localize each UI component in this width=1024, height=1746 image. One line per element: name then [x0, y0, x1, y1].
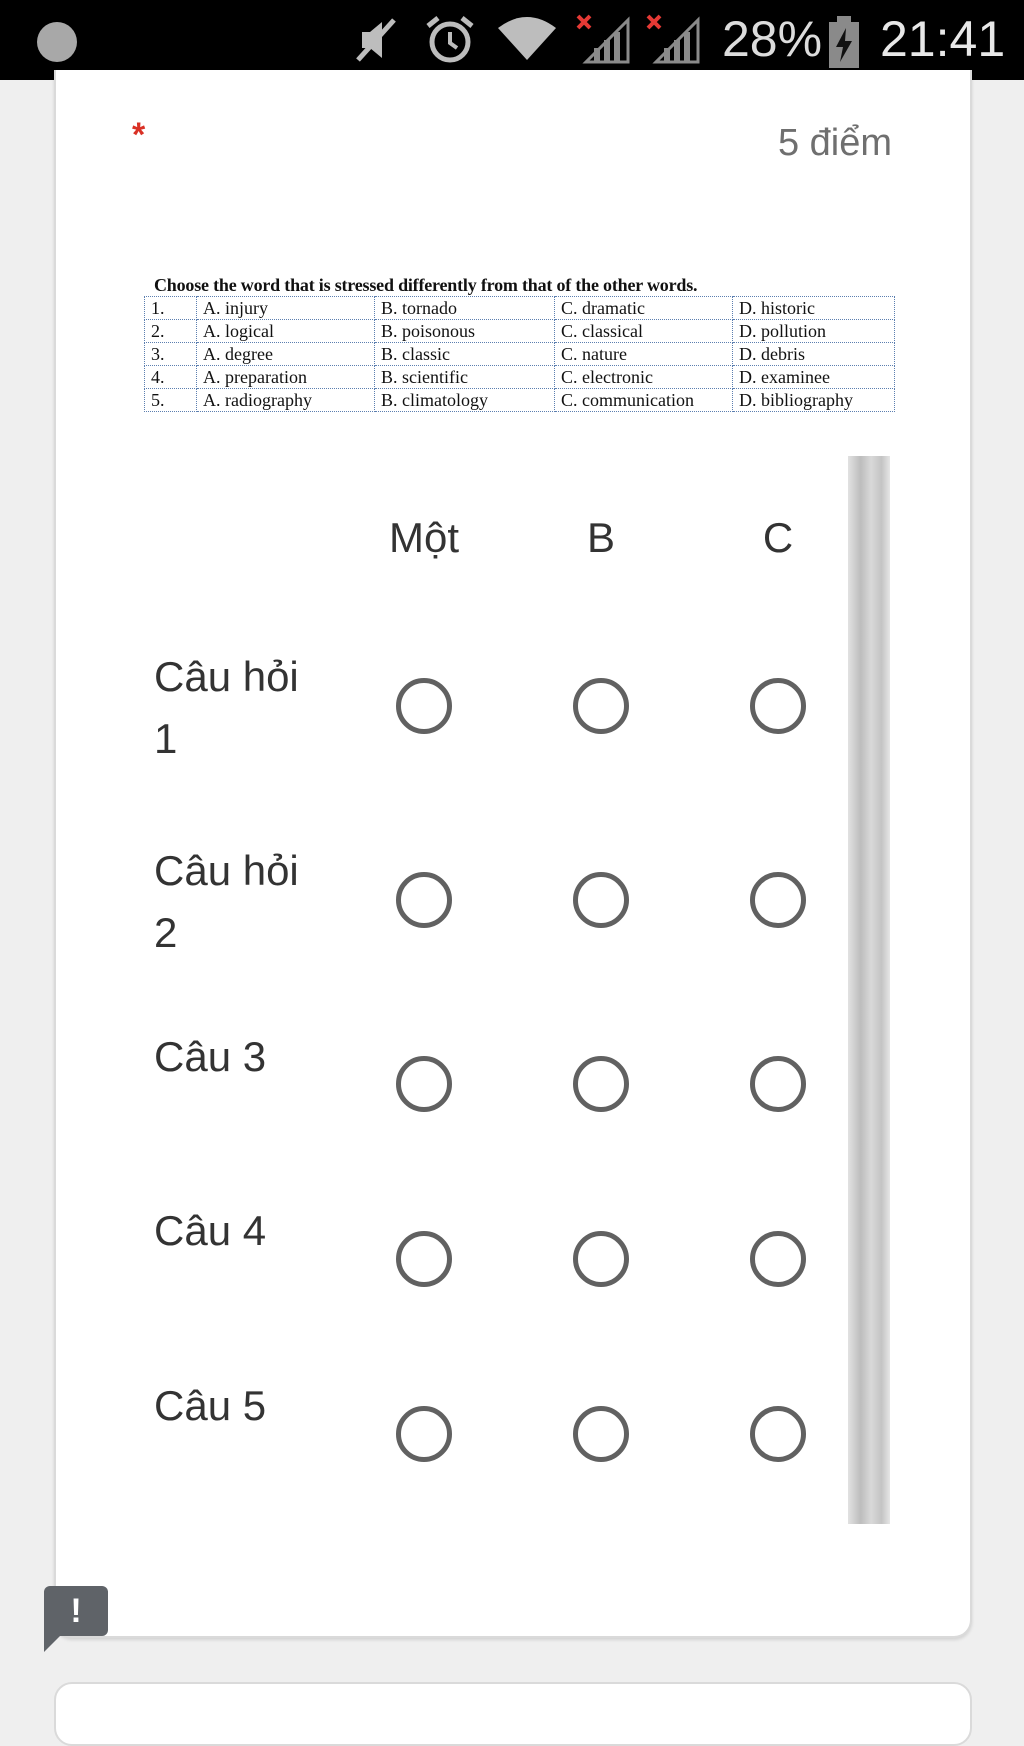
wifi-icon — [496, 14, 558, 64]
clock: 21:41 — [880, 11, 1006, 67]
choice-grid — [134, 456, 848, 1524]
alarm-icon — [424, 14, 476, 66]
table-cell: A. preparation — [197, 366, 375, 389]
radio-button[interactable] — [573, 1231, 629, 1287]
radio-button[interactable] — [396, 1406, 452, 1462]
battery-percentage: 28% — [722, 11, 823, 67]
radio-button[interactable] — [750, 1406, 806, 1462]
radio-button[interactable] — [396, 678, 452, 734]
question-image-table — [144, 296, 895, 412]
radio-button[interactable] — [573, 678, 629, 734]
column-header: Một — [388, 514, 459, 561]
table-cell: A. radiography — [197, 389, 375, 412]
feedback-badge-tail — [44, 1630, 66, 1652]
table-cell: 4. — [145, 366, 197, 389]
radio-button[interactable] — [750, 1056, 806, 1112]
table-row — [145, 366, 895, 389]
table-cell: C. electronic — [555, 366, 733, 389]
table-cell: D. examinee — [733, 366, 895, 389]
column-header: C — [762, 514, 794, 561]
table-row — [145, 297, 895, 320]
report-feedback-button[interactable]: ! — [44, 1586, 108, 1636]
table-cell: 5. — [145, 389, 197, 412]
row-label: Câu 4 — [154, 1207, 267, 1254]
table-cell: B. scientific — [375, 366, 555, 389]
table-cell: D. debris — [733, 343, 895, 366]
mute-icon — [352, 14, 400, 66]
question-image-title: Choose the word that is stressed differently from that of the other words. — [154, 275, 698, 295]
question-image — [144, 274, 894, 416]
status-bar — [0, 0, 1024, 80]
table-row — [145, 320, 895, 343]
radio-button[interactable] — [396, 872, 452, 928]
table-cell: B. classic — [375, 343, 555, 366]
table-cell: D. bibliography — [733, 389, 895, 412]
table-cell: B. tornado — [375, 297, 555, 320]
table-cell: A. degree — [197, 343, 375, 366]
radio-button[interactable] — [396, 1056, 452, 1112]
table-row — [145, 343, 895, 366]
row-label: Câu hỏi 1 — [154, 653, 299, 762]
battery-charging-icon — [826, 14, 862, 70]
no-signal-icon — [644, 14, 702, 66]
column-header: B — [586, 514, 615, 561]
radio-button[interactable] — [573, 1056, 629, 1112]
row-label: Câu 5 — [154, 1382, 267, 1429]
table-cell: A. logical — [197, 320, 375, 343]
table-row — [145, 389, 895, 412]
table-cell: C. dramatic — [555, 297, 733, 320]
table-cell: 2. — [145, 320, 197, 343]
table-cell: 1. — [145, 297, 197, 320]
row-label: Câu 3 — [154, 1033, 267, 1080]
table-cell: B. climatology — [375, 389, 555, 412]
table-cell: C. communication — [555, 389, 733, 412]
radio-button[interactable] — [573, 872, 629, 928]
radio-button[interactable] — [573, 1406, 629, 1462]
no-signal-icon — [574, 14, 632, 66]
horizontal-scrollbar[interactable] — [848, 456, 890, 1524]
table-cell: C. classical — [555, 320, 733, 343]
table-cell: A. injury — [197, 297, 375, 320]
radio-button[interactable] — [750, 872, 806, 928]
table-cell: B. poisonous — [375, 320, 555, 343]
row-label: Câu hỏi 2 — [154, 847, 299, 956]
required-indicator: * — [132, 116, 146, 154]
notification-dot-icon — [37, 22, 77, 62]
radio-button[interactable] — [750, 1231, 806, 1287]
radio-button[interactable] — [396, 1231, 452, 1287]
table-cell: D. pollution — [733, 320, 895, 343]
table-cell: D. historic — [733, 297, 895, 320]
question-points: 5 điểm — [777, 122, 892, 164]
next-question-card — [54, 1682, 972, 1746]
table-cell: C. nature — [555, 343, 733, 366]
radio-button[interactable] — [750, 678, 806, 734]
table-cell: 3. — [145, 343, 197, 366]
